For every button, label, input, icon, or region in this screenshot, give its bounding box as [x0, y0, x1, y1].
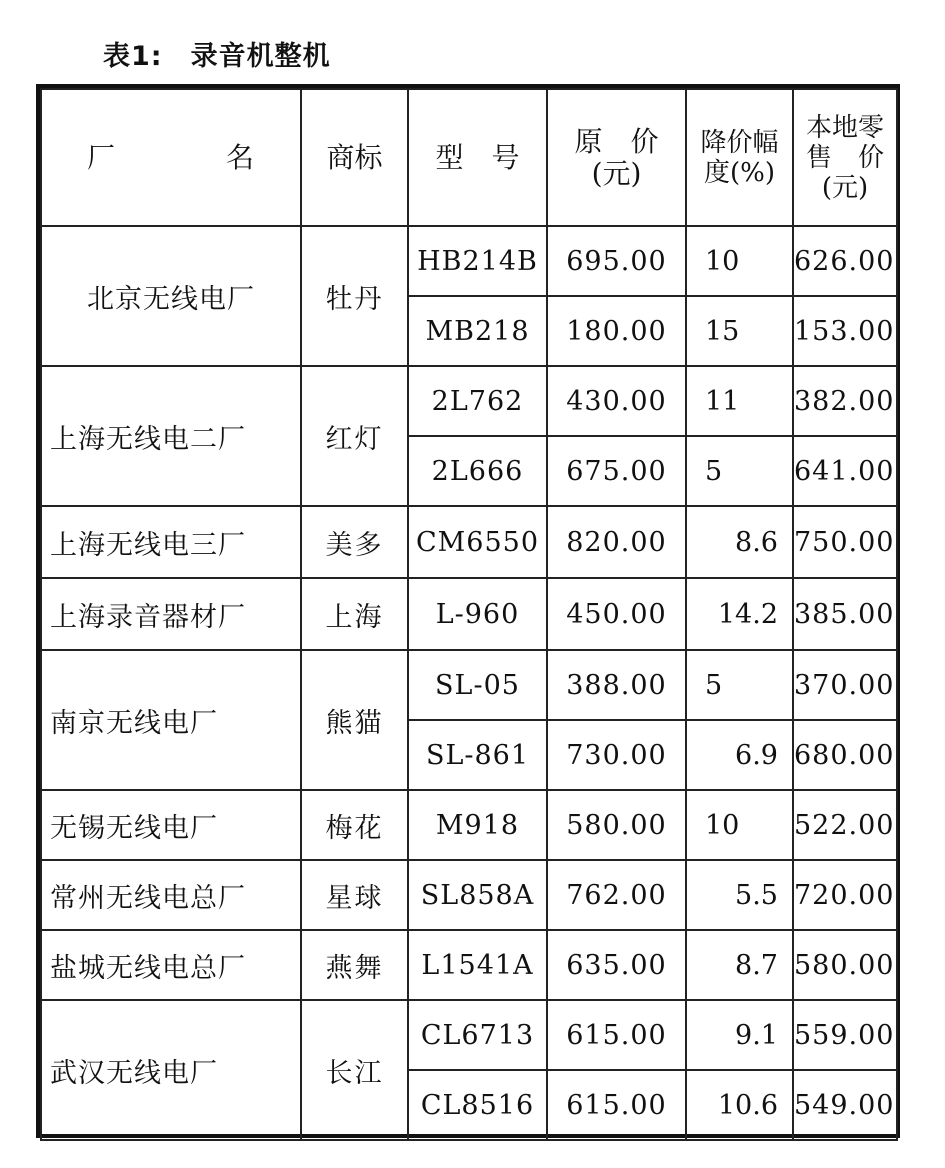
- model-cell: CL8516: [408, 1070, 547, 1140]
- retail-cell: 370.00: [793, 650, 897, 720]
- retail-cell: 641.00: [793, 436, 897, 506]
- header-price-cut: 降价幅 度(%): [686, 89, 793, 226]
- header-retail-price: 本地零 售 价 (元): [793, 89, 897, 226]
- cut-cell: 11: [686, 366, 793, 436]
- price-cell: 615.00: [547, 1070, 686, 1140]
- brand-cell: 燕舞: [301, 930, 408, 1000]
- factory-cell: 上海录音器材厂: [41, 578, 301, 650]
- factory-cell: 常州无线电总厂: [41, 860, 301, 930]
- retail-cell: 720.00: [793, 860, 897, 930]
- header-original-price: 原 价 (元): [547, 89, 686, 226]
- table-row: [41, 226, 897, 296]
- cut-cell: 10: [686, 226, 793, 296]
- brand-cell: 红灯: [301, 366, 408, 506]
- price-cell: 730.00: [547, 720, 686, 790]
- factory-cell: 盐城无线电总厂: [41, 930, 301, 1000]
- price-cell: 615.00: [547, 1000, 686, 1070]
- caption-title: 录音机整机: [190, 41, 331, 72]
- retail-cell: 559.00: [793, 1000, 897, 1070]
- brand-cell: 上海: [301, 578, 408, 650]
- retail-cell: 382.00: [793, 366, 897, 436]
- model-cell: HB214B: [408, 226, 547, 296]
- cut-cell: 5.5: [686, 860, 793, 930]
- retail-cell: 626.00: [793, 226, 897, 296]
- price-table: [40, 88, 898, 1141]
- cut-cell: 8.7: [686, 930, 793, 1000]
- cut-cell: 9.1: [686, 1000, 793, 1070]
- table-caption: [103, 34, 331, 73]
- table-row: [41, 860, 897, 930]
- brand-cell: 美多: [301, 506, 408, 578]
- retail-cell: 750.00: [793, 506, 897, 578]
- brand-cell: 牡丹: [301, 226, 408, 366]
- price-cell: 580.00: [547, 790, 686, 860]
- retail-cell: 549.00: [793, 1070, 897, 1140]
- cut-cell: 10.6: [686, 1070, 793, 1140]
- model-cell: L-960: [408, 578, 547, 650]
- cut-cell: 5: [686, 650, 793, 720]
- factory-cell: 南京无线电厂: [41, 650, 301, 790]
- brand-cell: 熊猫: [301, 650, 408, 790]
- retail-cell: 522.00: [793, 790, 897, 860]
- caption-label: 表1:: [103, 41, 163, 72]
- retail-cell: 385.00: [793, 578, 897, 650]
- retail-cell: 680.00: [793, 720, 897, 790]
- brand-cell: 星球: [301, 860, 408, 930]
- cut-cell: 8.6: [686, 506, 793, 578]
- model-cell: CM6550: [408, 506, 547, 578]
- table-row: [41, 1000, 897, 1070]
- retail-cell: 153.00: [793, 296, 897, 366]
- price-cell: 695.00: [547, 226, 686, 296]
- brand-cell: 梅花: [301, 790, 408, 860]
- table-row: [41, 366, 897, 436]
- header-factory: 厂 名: [41, 89, 301, 226]
- header-brand: 商标: [301, 89, 408, 226]
- model-cell: M918: [408, 790, 547, 860]
- cut-cell: 5: [686, 436, 793, 506]
- model-cell: 2L666: [408, 436, 547, 506]
- cut-cell: 6.9: [686, 720, 793, 790]
- factory-cell: 北京无线电厂: [41, 226, 301, 366]
- price-cell: 762.00: [547, 860, 686, 930]
- brand-cell: 长江: [301, 1000, 408, 1140]
- header-row: [41, 89, 897, 226]
- table-row: [41, 930, 897, 1000]
- table-row: [41, 578, 897, 650]
- factory-cell: 上海无线电二厂: [41, 366, 301, 506]
- price-cell: 388.00: [547, 650, 686, 720]
- model-cell: L1541A: [408, 930, 547, 1000]
- price-cell: 820.00: [547, 506, 686, 578]
- factory-cell: 武汉无线电厂: [41, 1000, 301, 1140]
- price-cell: 450.00: [547, 578, 686, 650]
- price-cell: 180.00: [547, 296, 686, 366]
- price-cell: 635.00: [547, 930, 686, 1000]
- price-cell: 430.00: [547, 366, 686, 436]
- cut-cell: 15: [686, 296, 793, 366]
- table-row: [41, 650, 897, 720]
- table-row: [41, 506, 897, 578]
- model-cell: 2L762: [408, 366, 547, 436]
- model-cell: SL-861: [408, 720, 547, 790]
- factory-cell: 上海无线电三厂: [41, 506, 301, 578]
- header-model: 型 号: [408, 89, 547, 226]
- price-cell: 675.00: [547, 436, 686, 506]
- cut-cell: 14.2: [686, 578, 793, 650]
- model-cell: MB218: [408, 296, 547, 366]
- factory-cell: 无锡无线电厂: [41, 790, 301, 860]
- model-cell: SL858A: [408, 860, 547, 930]
- table-row: [41, 790, 897, 860]
- cut-cell: 10: [686, 790, 793, 860]
- retail-cell: 580.00: [793, 930, 897, 1000]
- model-cell: CL6713: [408, 1000, 547, 1070]
- model-cell: SL-05: [408, 650, 547, 720]
